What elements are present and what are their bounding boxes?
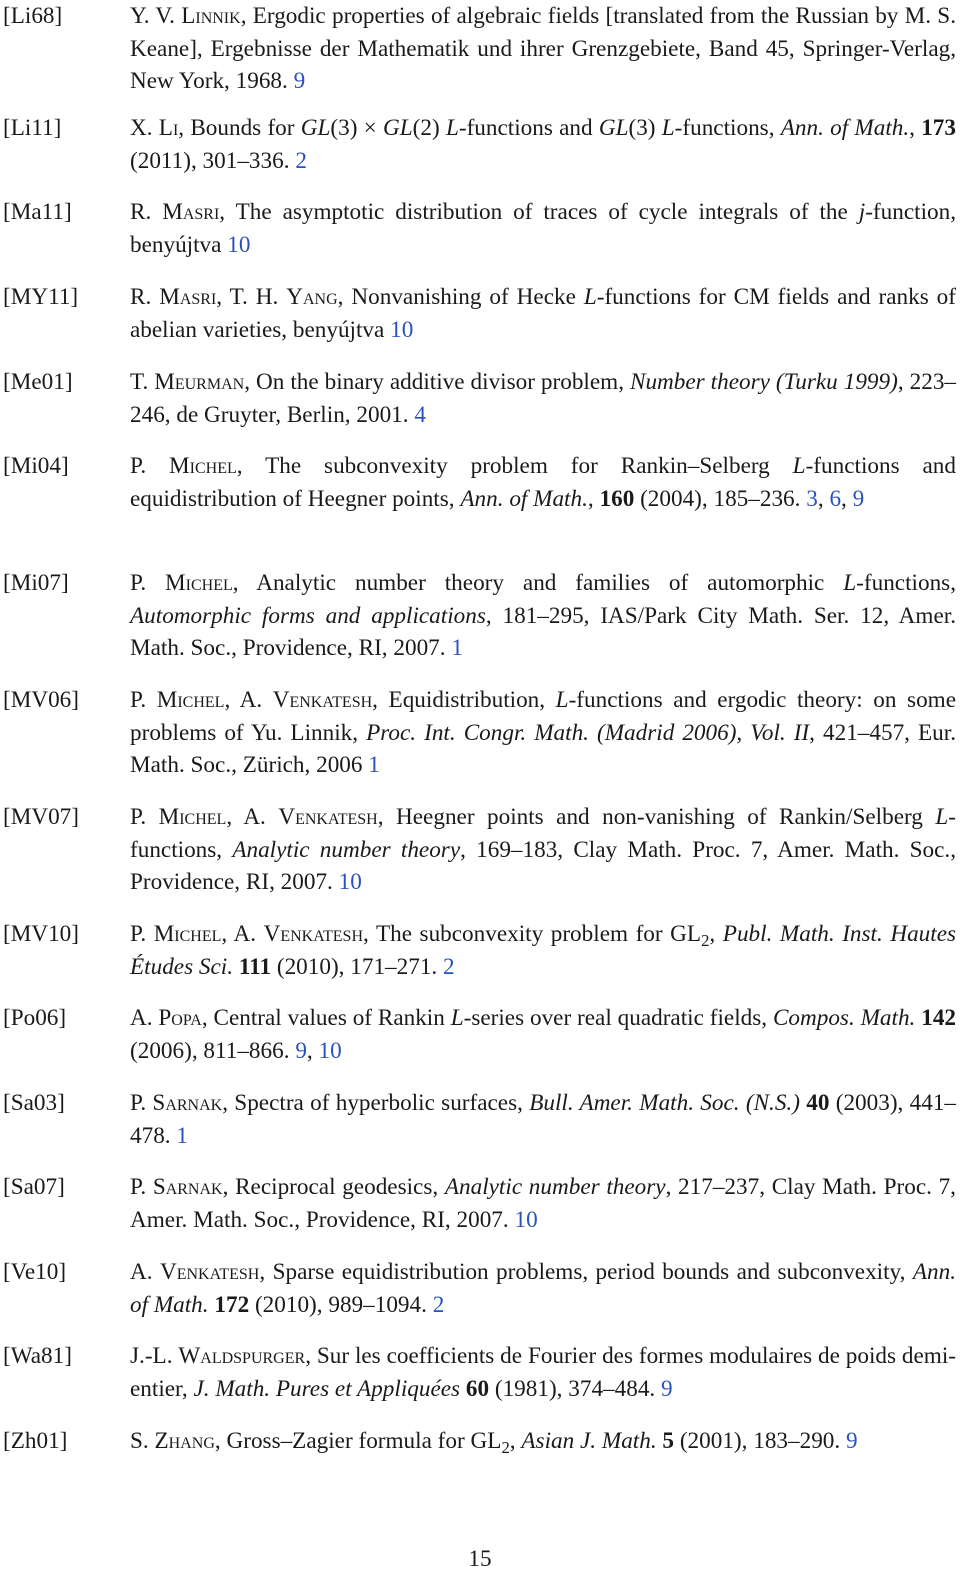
reference-fragment: L [843, 570, 857, 596]
reference-key: [MY11] [3, 284, 79, 310]
backref-link[interactable]: 9 [295, 1037, 307, 1064]
reference-fragment: , Ergodic properties of algebraic fields [translated from the Russian by M. S. Keane], Ergebnisse der Mathematik und ihrer Grenzgebiete, Band 45, Springer-Verlag, New York, 1968. [130, 3, 956, 94]
backref-link[interactable]: 1 [176, 1122, 188, 1149]
reference-fragment: Michel [156, 687, 225, 713]
reference-fragment: Compos. Math. [772, 1005, 916, 1031]
reference-fragment: Waldspurger [178, 1343, 306, 1369]
reference-fragment: , A. [226, 804, 279, 830]
reference-fragment: Venkatesh [272, 687, 373, 713]
reference-fragment: , Spectra of hyperbolic surfaces, [222, 1090, 530, 1116]
reference-fragment: L [792, 453, 806, 479]
reference-fragment: -functions, [856, 570, 956, 596]
reference-fragment: , Equidistribution, [372, 687, 556, 713]
reference-fragment: GL [598, 115, 629, 141]
reference-fragment: (3) [628, 115, 662, 141]
reference-fragment: (2011), 301–336. [130, 147, 296, 174]
backref-link[interactable]: 2 [432, 1291, 445, 1318]
reference-fragment: Ann. of Math. [780, 115, 910, 141]
reference-fragment: (2003), 441–478. [130, 1090, 957, 1149]
backref-link[interactable]: 9 [845, 1428, 858, 1454]
reference-fragment: Sarnak [152, 1090, 223, 1116]
reference-text [130, 684, 956, 782]
reference-text [130, 196, 956, 261]
reference-fragment: A. [130, 1005, 159, 1031]
reference-fragment: (2001), 183–290. [674, 1428, 846, 1454]
reference-fragment: , Heegner points and non-vanishing of Rankin/Selberg [377, 804, 936, 830]
reference-fragment: P. [130, 1090, 153, 1116]
backref-link[interactable]: 2 [443, 953, 455, 980]
reference-fragment: -series over real quadratic fields, [463, 1005, 773, 1031]
reference-fragment: Masri [162, 199, 220, 225]
reference-fragment: Proc. Int. Congr. Math. (Madrid 2006), Vol. II [366, 719, 810, 746]
reference-fragment: , The subconvexity problem for Rankin–Selberg [236, 453, 793, 479]
reference-fragment: 60 [465, 1375, 490, 1402]
reference-fragment: Venkatesh [159, 1259, 260, 1285]
reference-text [130, 1425, 956, 1458]
reference-key: [Mi04] [3, 453, 69, 479]
reference-text [130, 1340, 956, 1405]
reference-fragment: Number theory (Turku 1999) [629, 369, 898, 395]
reference-text [130, 1087, 956, 1152]
reference-fragment: , 223–246, de Gruyter, Berlin, 2001. [130, 369, 957, 428]
reference-text [130, 281, 956, 346]
reference-text [130, 1002, 956, 1067]
reference-fragment: GL [300, 115, 331, 141]
reference-fragment: , 181–295, IAS/Park City Math. Ser. 12, Amer. Math. Soc., Providence, RI, 2007. [130, 602, 956, 661]
reference-text [130, 1171, 956, 1236]
reference-fragment: , Gross–Zagier formula for GL [214, 1428, 502, 1454]
reference-fragment: Analytic number theory [444, 1174, 666, 1200]
reference-fragment: -functions, [130, 804, 956, 863]
reference-fragment: Popa [158, 1005, 202, 1031]
reference-fragment: 142 [921, 1005, 956, 1031]
reference-fragment: 160 [599, 485, 635, 512]
backref-link[interactable]: 9 [293, 68, 306, 94]
reference-fragment: , Central values of Rankin [201, 1005, 451, 1031]
reference-fragment: P. [130, 453, 170, 479]
reference-fragment: Zhang [154, 1428, 215, 1454]
reference-fragment: Yang [286, 284, 338, 310]
backref-link[interactable]: 9 [852, 485, 865, 512]
backref-link[interactable]: 10 [318, 1037, 342, 1064]
reference-fragment: Sarnak [152, 1174, 223, 1200]
backref-link[interactable]: 10 [514, 1206, 538, 1233]
reference-fragment: Y. V. [130, 3, 182, 29]
reference-key: [Sa03] [3, 1090, 65, 1116]
reference-key: [Ma11] [3, 199, 72, 225]
reference-fragment: Masri [159, 284, 217, 310]
reference-fragment: Ann. of Math. [130, 1259, 956, 1318]
reference-text [130, 801, 956, 899]
reference-fragment: , 217–237, Clay Math. Proc. 7, Amer. Math. Soc., Providence, RI, 2007. [130, 1174, 956, 1233]
reference-fragment: -functions for CM fields and ranks of abelian varieties, benyújtva [130, 284, 956, 343]
reference-fragment: -functions and equidistribution of Heegner points, [130, 453, 956, 512]
reference-fragment: GL [383, 115, 413, 141]
reference-fragment: Ann. of Math. [460, 485, 588, 512]
reference-fragment: (2) [412, 115, 446, 141]
reference-fragment: , Reciprocal geodesics, [222, 1174, 445, 1200]
backref-link[interactable]: 10 [390, 316, 414, 343]
reference-fragment: J.-L. [130, 1343, 179, 1369]
reference-fragment: Meurman [154, 369, 245, 395]
reference-key: [Po06] [3, 1005, 67, 1031]
reference-fragment: Linnik [181, 3, 241, 29]
backref-link[interactable]: 1 [368, 752, 380, 778]
reference-text [130, 112, 956, 177]
reference-fragment: , [817, 485, 830, 512]
reference-key: [Li68] [3, 3, 63, 29]
reference-fragment: , [841, 485, 853, 512]
reference-fragment: , [909, 115, 922, 141]
reference-fragment: , [509, 1428, 522, 1454]
backref-link[interactable]: 10 [338, 869, 362, 895]
reference-fragment: Analytic number theory [232, 836, 461, 863]
backref-link[interactable]: 9 [661, 1375, 673, 1402]
backref-link[interactable]: 1 [451, 635, 463, 661]
reference-key: [MV07] [3, 804, 79, 830]
reference-fragment: , 169–183, Clay Math. Proc. 7, Amer. Math. Soc., Providence, RI, 2007. [130, 836, 957, 895]
reference-text [130, 567, 956, 665]
reference-fragment: L [661, 115, 675, 141]
reference-fragment: L [445, 115, 459, 141]
reference-key: [Ve10] [3, 1259, 67, 1285]
reference-fragment: , [709, 921, 723, 947]
reference-fragment: , T. H. [216, 284, 287, 310]
reference-fragment: T. [130, 369, 155, 395]
reference-fragment: Li [158, 115, 179, 141]
reference-fragment: , Sur les coefficients de Fourier des formes modulaires de poids demi-entier, [130, 1343, 956, 1402]
reference-fragment: 2 [701, 931, 710, 950]
reference-text [130, 1256, 956, 1321]
reference-fragment: P. [130, 921, 154, 947]
reference-fragment: R. [130, 284, 160, 310]
reference-fragment: , [587, 485, 600, 512]
reference-fragment: (2010), 171–271. [271, 953, 444, 980]
backref-link[interactable]: 4 [414, 401, 426, 428]
reference-key: [Me01] [3, 369, 73, 395]
reference-fragment: Michel [158, 804, 227, 830]
reference-fragment: Asian J. Math. [521, 1428, 657, 1454]
reference-fragment: , Analytic number theory and families of automorphic [232, 570, 844, 596]
reference-fragment: 2 [501, 1438, 510, 1457]
page-number: 15 [468, 1546, 492, 1572]
reference-fragment: J. Math. Pures et Appliquées [193, 1375, 461, 1402]
reference-fragment: R. [130, 199, 163, 225]
reference-fragment: -functions and [458, 115, 599, 141]
reference-fragment: 40 [806, 1090, 830, 1116]
reference-fragment: , Sparse equidistribution problems, period bounds and subconvexity, [259, 1259, 913, 1285]
reference-fragment: P. [130, 1174, 153, 1200]
reference-fragment: L [583, 284, 597, 310]
reference-fragment: Venkatesh [278, 804, 378, 830]
reference-key: [Zh01] [3, 1428, 68, 1454]
reference-fragment: 172 [214, 1291, 250, 1318]
reference-fragment: , 421–457, Eur. Math. Soc., Zürich, 2006 [130, 719, 956, 778]
reference-fragment: X. [130, 115, 159, 141]
reference-fragment: , [306, 1037, 319, 1064]
reference-fragment: Bull. Amer. Math. Soc. (N.S.) [529, 1090, 800, 1116]
reference-fragment: , The subconvexity problem for GL [363, 921, 702, 947]
reference-key: [Li11] [3, 115, 62, 141]
reference-fragment: -functions and ergodic theory: on some problems of Yu. Linnik, [130, 687, 957, 746]
reference-fragment: (3) × [330, 115, 383, 141]
reference-key: [Mi07] [3, 570, 69, 596]
reference-text [130, 366, 956, 431]
reference-fragment: Publ. Math. Inst. Hautes Études Sci. [130, 921, 957, 980]
reference-fragment: 5 [662, 1428, 675, 1454]
reference-key: [MV10] [3, 921, 79, 947]
reference-fragment: , Nonvanishing of Hecke [337, 284, 584, 310]
reference-fragment: (2010), 989–1094. [249, 1291, 433, 1318]
backref-link[interactable]: 10 [227, 231, 251, 258]
reference-text [130, 450, 956, 515]
backref-link[interactable]: 3 [806, 485, 818, 512]
reference-fragment: L [450, 1005, 464, 1031]
reference-text [130, 918, 956, 983]
backref-link[interactable]: 2 [295, 147, 307, 174]
reference-fragment: , Bounds for [178, 115, 301, 141]
reference-fragment: (2006), 811–866. [130, 1037, 296, 1064]
reference-fragment: Michel [169, 453, 237, 479]
reference-key: [Sa07] [3, 1174, 65, 1200]
reference-key: [MV06] [3, 687, 79, 713]
reference-fragment: 173 [921, 115, 956, 141]
reference-fragment: Michel [165, 570, 233, 596]
backref-link[interactable]: 6 [829, 485, 842, 512]
reference-fragment: L [935, 804, 949, 830]
reference-fragment: 111 [238, 953, 272, 980]
reference-fragment: Venkatesh [263, 921, 364, 947]
reference-fragment: -functions, [674, 115, 781, 141]
reference-fragment: A. [130, 1259, 160, 1285]
reference-fragment: L [555, 687, 569, 713]
reference-fragment: P. [130, 687, 157, 713]
reference-fragment: P. [130, 570, 166, 596]
reference-fragment: P. [130, 804, 159, 830]
reference-fragment: Automorphic forms and applications [130, 602, 486, 629]
reference-fragment: j [858, 199, 866, 225]
reference-fragment: (1981), 374–484. [489, 1375, 662, 1402]
reference-key: [Wa81] [3, 1343, 72, 1369]
reference-fragment: S. [130, 1428, 155, 1454]
reference-fragment: , On the binary additive divisor problem, [244, 369, 630, 395]
reference-fragment: , A. [221, 921, 264, 947]
reference-fragment: , A. [224, 687, 273, 713]
reference-text [130, 0, 956, 98]
reference-fragment: -function, benyújtva [130, 199, 956, 258]
reference-fragment: , The asymptotic distribution of traces of cycle integrals of the [219, 199, 859, 225]
reference-fragment: (2004), 185–236. [634, 485, 807, 512]
reference-fragment: Michel [153, 921, 222, 947]
